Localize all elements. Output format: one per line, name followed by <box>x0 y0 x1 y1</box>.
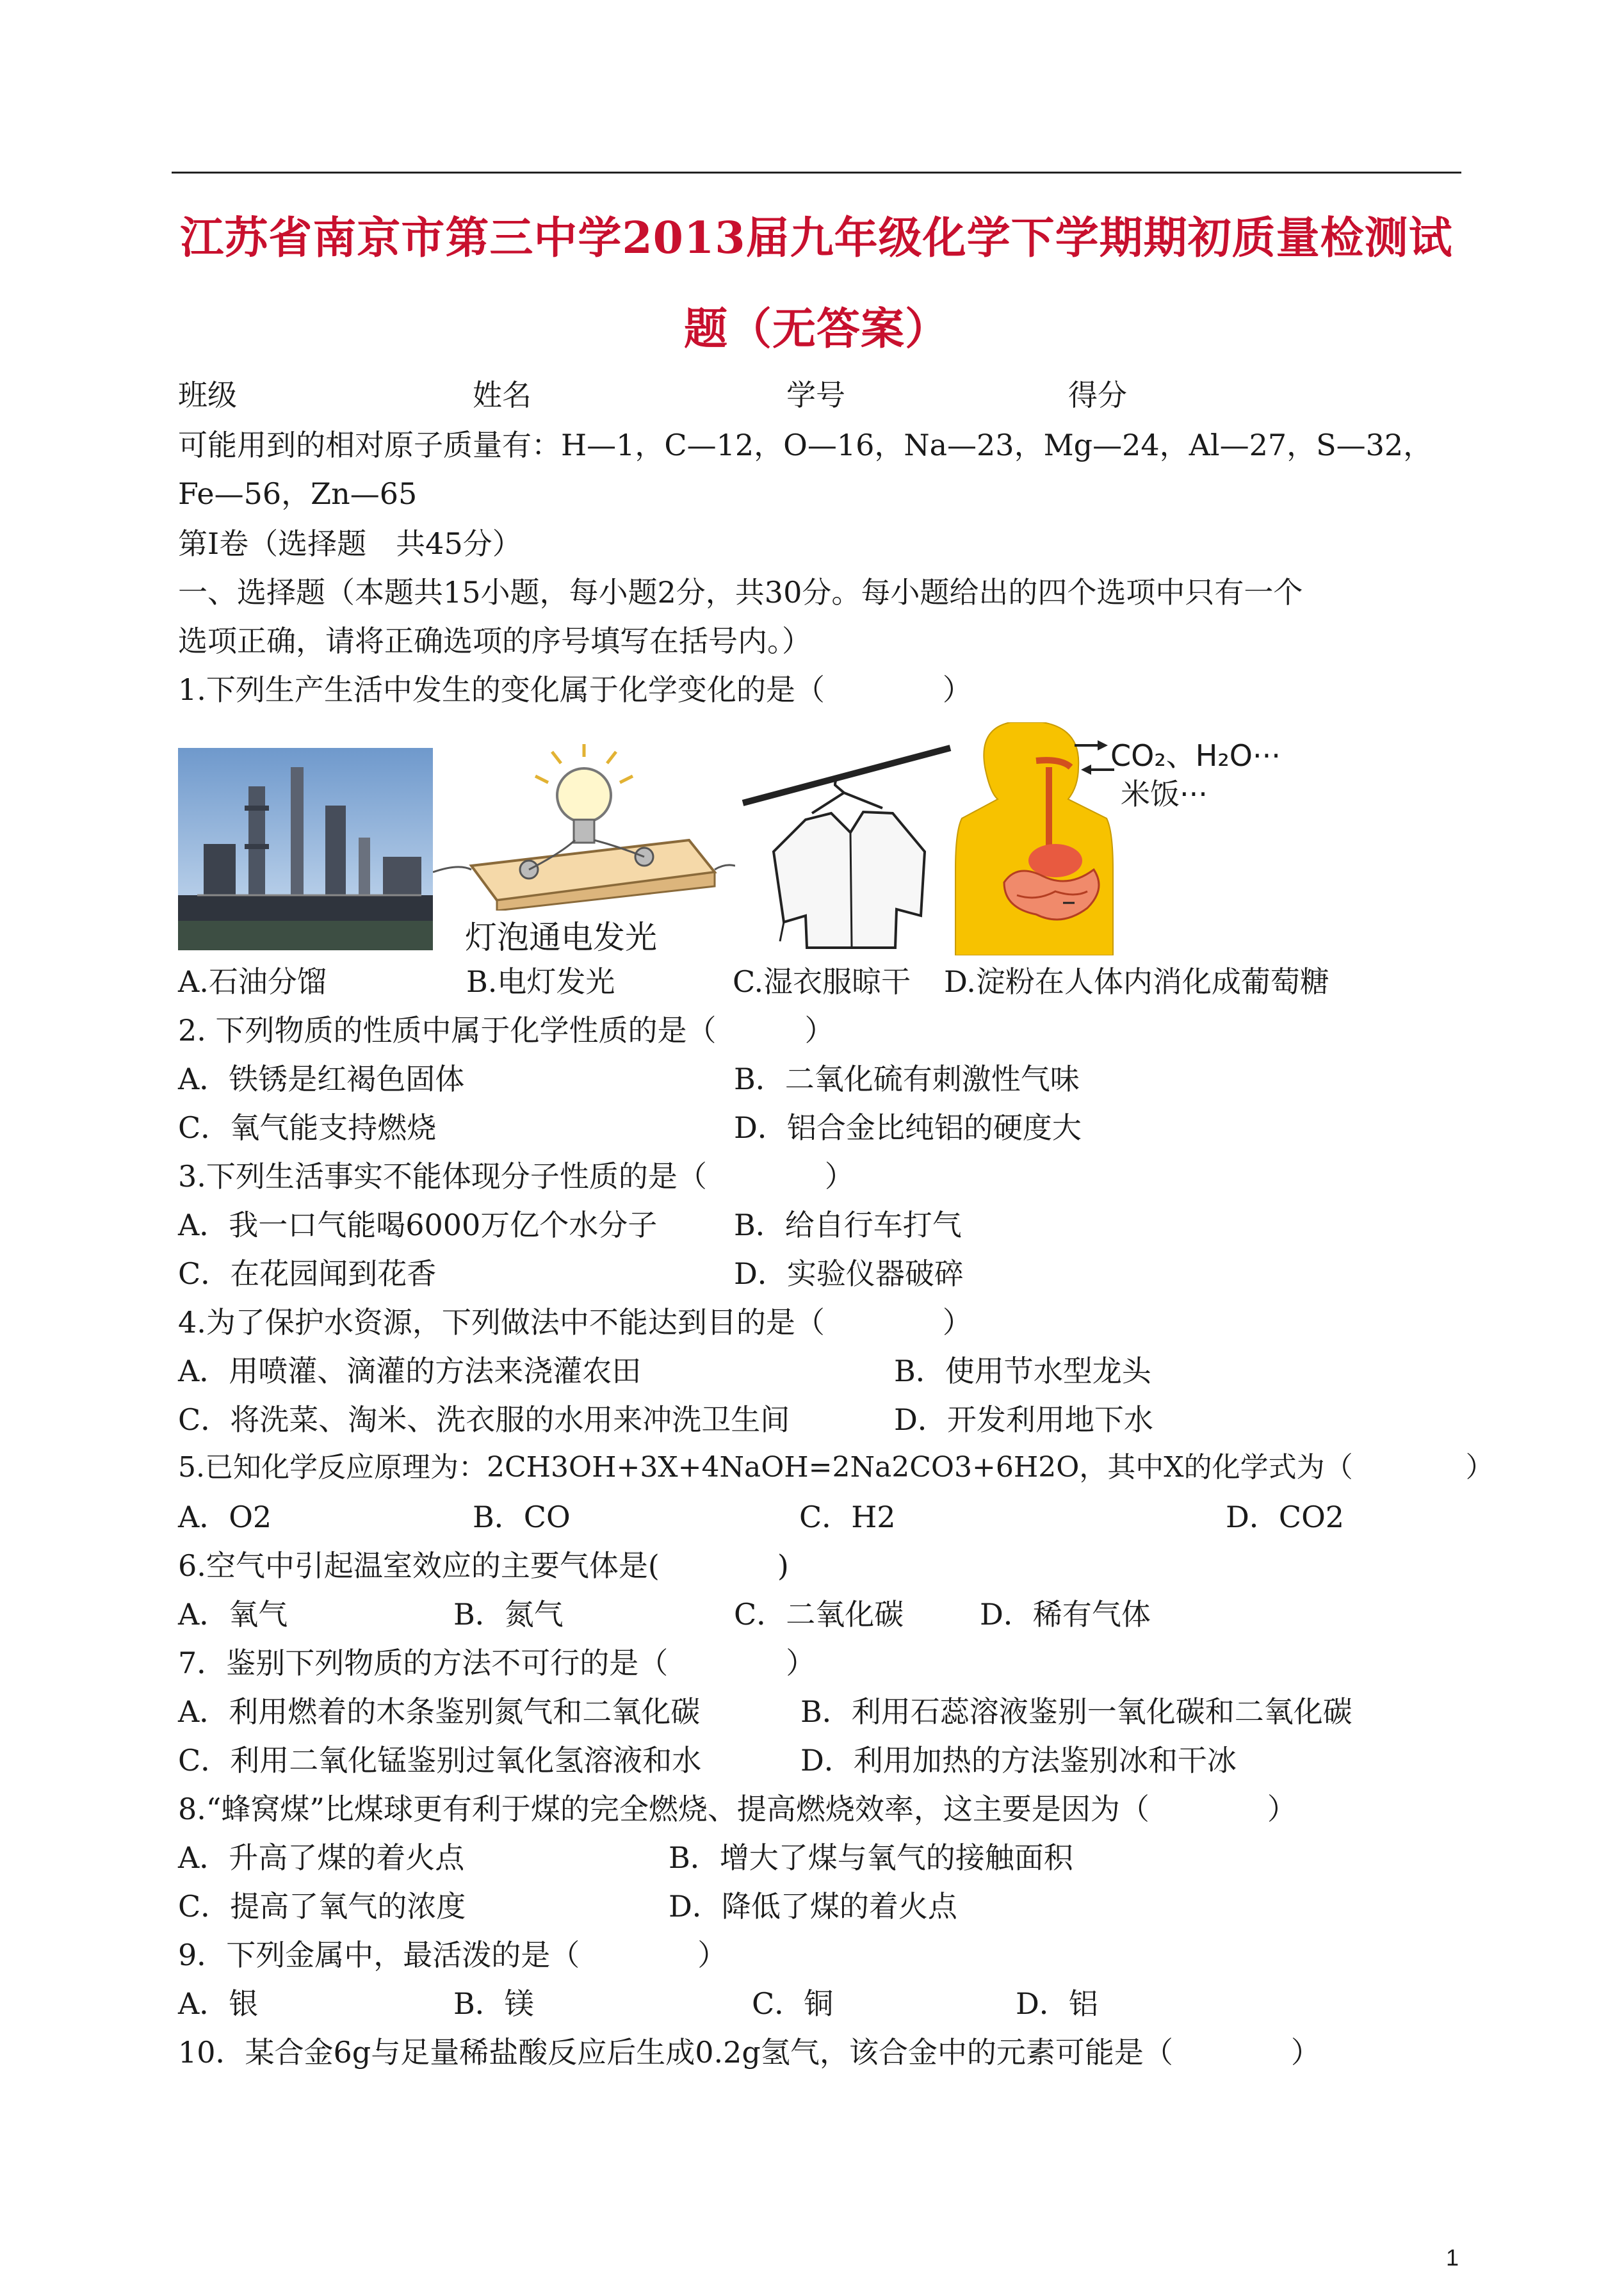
q6-option-c: C．二氧化碳 <box>734 1597 904 1632</box>
body-label-rice: 米饭··· <box>1121 777 1208 811</box>
q3-option-a: A．我一口气能喝6000万亿个水分子 <box>178 1208 658 1242</box>
q4-option-a: A．用喷灌、滴灌的方法来浇灌农田 <box>178 1354 642 1388</box>
q5-option-b: B．CO <box>473 1500 571 1534</box>
question-9-stem: 9．下列金属中，最活泼的是（ ） <box>178 1938 727 1972</box>
page-number: 1 <box>1445 2244 1459 2271</box>
q7-option-d: D．利用加热的方法鉴别冰和干冰 <box>800 1743 1237 1778</box>
q3-option-c: C．在花园闻到花香 <box>178 1256 437 1291</box>
name-label: 姓名 <box>473 378 532 412</box>
question-7-stem: 7．鉴别下列物质的方法不可行的是（ ） <box>178 1646 816 1680</box>
digestion-figure <box>953 722 1286 955</box>
q7-option-a: A．利用燃着的木条鉴别氮气和二氧化碳 <box>178 1694 701 1729</box>
score-label: 得分 <box>1068 378 1127 412</box>
q1-option-b: B.电灯发光 <box>466 964 615 999</box>
q5-option-a: A．O2 <box>178 1500 272 1534</box>
title-line-2: 题（无答案） <box>683 304 949 355</box>
atomic-masses-line-1: 可能用到的相对原子质量有：H—1，C—12，O—16，Na—23，Mg—24，Al—27，S—32， <box>178 428 1433 462</box>
header-rule <box>172 172 1461 174</box>
question-1-stem: 1.下列生产生活中发生的变化属于化学变化的是（ ） <box>178 672 972 707</box>
drying-shirt-figure <box>735 736 953 950</box>
q5-option-d: D．CO2 <box>1226 1500 1345 1534</box>
q6-option-d: D．稀有气体 <box>980 1597 1151 1632</box>
question-6-stem: 6.空气中引起温室效应的主要气体是( ) <box>178 1548 789 1583</box>
q9-option-c: C．铜 <box>752 1986 834 2021</box>
q4-option-b: B．使用节水型龙头 <box>894 1354 1151 1388</box>
q8-option-d: D．降低了煤的着火点 <box>669 1889 957 1924</box>
q9-option-a: A．银 <box>178 1986 259 2021</box>
q3-option-b: B．给自行车打气 <box>734 1208 962 1242</box>
number-label: 学号 <box>786 378 845 412</box>
part-1-heading: 第Ⅰ卷（选择题 共45分） <box>178 526 522 561</box>
q2-option-d: D．铝合金比纯铝的硬度大 <box>734 1110 1082 1145</box>
q9-option-d: D．铝 <box>1016 1986 1098 2021</box>
q7-option-c: C．利用二氧化锰鉴别过氧化氢溶液和水 <box>178 1743 702 1778</box>
question-3-stem: 3.下列生活事实不能体现分子性质的是（ ） <box>178 1159 854 1194</box>
body-label-co2-h2o: CO₂、H₂O··· <box>1110 738 1281 773</box>
q6-option-b: B．氮气 <box>453 1597 564 1632</box>
title-line-1: 江苏省南京市第三中学2013届九年级化学下学期期初质量检测试 <box>180 213 1453 264</box>
q3-option-d: D．实验仪器破碎 <box>734 1256 964 1291</box>
q8-option-b: B．增大了煤与氧气的接触面积 <box>669 1840 1073 1875</box>
section-1-line-2: 选项正确，请将正确选项的序号填写在括号内。） <box>178 624 811 658</box>
question-2-stem: 2. 下列物质的性质中属于化学性质的是（ ） <box>178 1013 834 1048</box>
section-1-line-1: 一、选择题（本题共15小题，每小题2分，共30分。每小题给出的四个选项中只有一个 <box>178 575 1303 610</box>
q8-option-a: A．升高了煤的着火点 <box>178 1840 465 1875</box>
q4-option-d: D．开发利用地下水 <box>894 1402 1153 1437</box>
q7-option-b: B．利用石蕊溶液鉴别一氧化碳和二氧化碳 <box>800 1694 1352 1729</box>
q8-option-c: C．提高了氧气的浓度 <box>178 1889 466 1924</box>
bulb-caption: 灯泡通电发光 <box>465 919 657 956</box>
question-4-stem: 4.为了保护水资源，下列做法中不能达到目的是（ ） <box>178 1305 972 1340</box>
q5-option-c: C．H2 <box>799 1500 896 1534</box>
question-10-stem: 10．某合金6g与足量稀盐酸反应后生成0.2g氢气，该合金中的元素可能是（ ） <box>178 2035 1320 2070</box>
class-label: 班级 <box>178 378 237 412</box>
q1-option-a: A.石油分馏 <box>178 964 327 999</box>
q1-option-c: C.湿衣服晾干 <box>733 964 911 999</box>
question-5-stem: 5.已知化学反应原理为：2CH3OH+3X+4NaOH=2Na2CO3+6H2O，其中X的化学式为（ ） <box>178 1451 1494 1484</box>
q4-option-c: C．将洗菜、淘米、洗衣服的水用来冲洗卫生间 <box>178 1402 790 1437</box>
light-bulb-figure <box>433 744 735 955</box>
q2-option-c: C．氧气能支持燃烧 <box>178 1110 437 1145</box>
atomic-masses-line-2: Fe—56，Zn—65 <box>178 476 418 511</box>
refinery-photo <box>178 748 433 950</box>
q2-option-a: A．铁锈是红褐色固体 <box>178 1062 465 1096</box>
q1-option-d: D.淀粉在人体内消化成葡萄糖 <box>944 964 1329 999</box>
q2-option-b: B．二氧化硫有刺激性气味 <box>734 1062 1080 1096</box>
question-8-stem: 8.“蜂窝煤”比煤球更有利于煤的完全燃烧、提高燃烧效率，这主要是因为（ ） <box>178 1792 1297 1826</box>
q9-option-b: B．镁 <box>453 1986 534 2021</box>
q6-option-a: A．氧气 <box>178 1597 288 1632</box>
